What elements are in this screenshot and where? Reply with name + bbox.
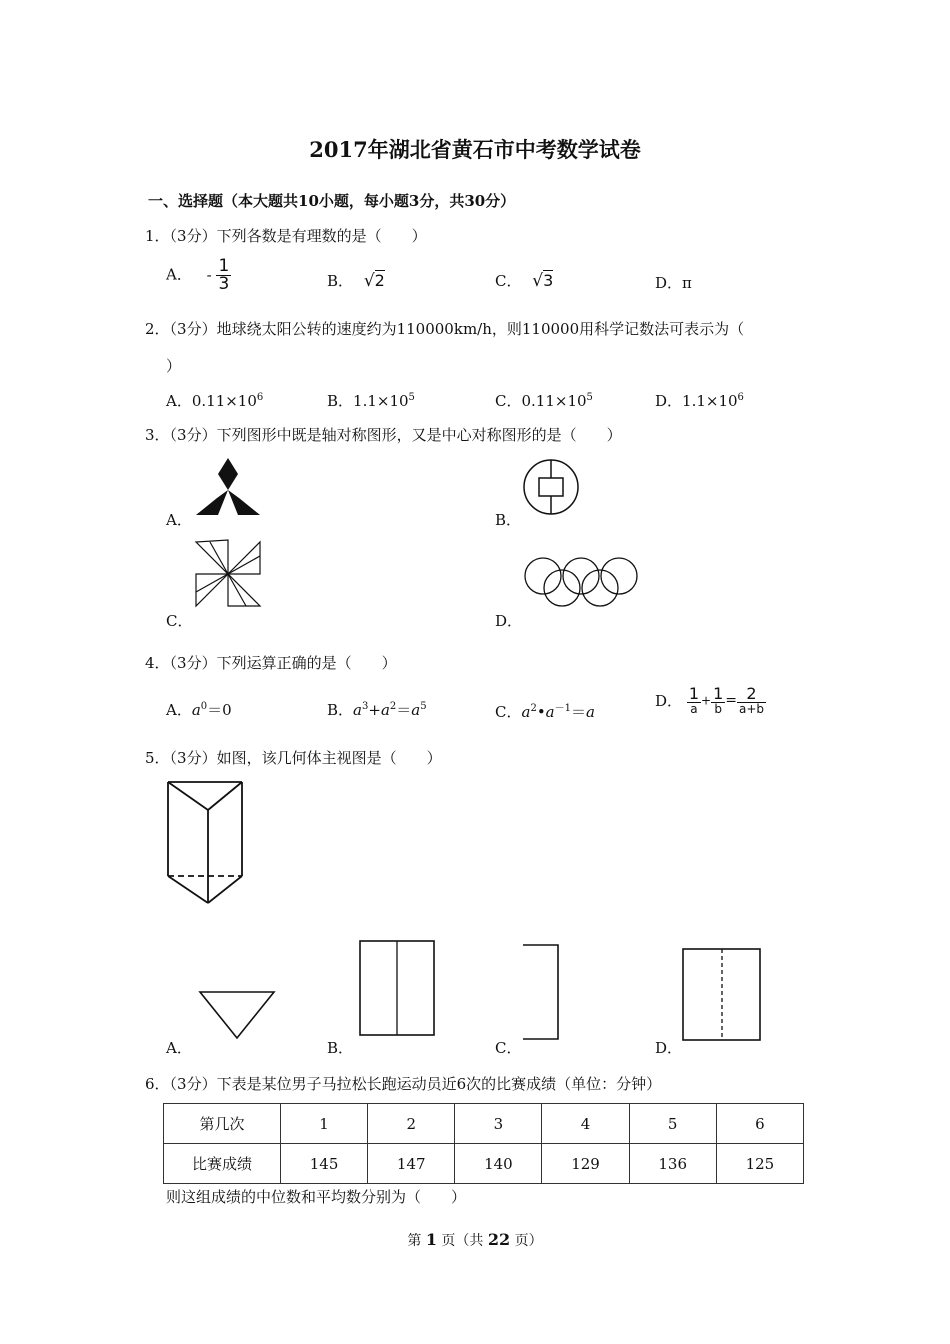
dot-sign: • <box>536 703 546 721</box>
variable-a: a <box>586 703 595 721</box>
table-cell: 136 <box>629 1144 716 1184</box>
exponent: 2 <box>389 701 397 712</box>
question-4-stem: 4．（3分）下列运算正确的是（ ） <box>145 654 397 672</box>
equation-rest: ＝0 <box>207 701 232 719</box>
table-row-header: 第几次 <box>164 1104 281 1144</box>
question-2-option-a <box>166 390 263 411</box>
table-cell: 140 <box>455 1144 542 1184</box>
fraction-numerator: 1 <box>713 684 724 703</box>
olympic-rings-figure <box>522 556 640 608</box>
fraction <box>216 258 231 293</box>
fraction-denominator: a+b <box>738 702 765 716</box>
variable-a: a <box>411 701 421 719</box>
radicand: 3 <box>543 271 554 290</box>
exponent: 2 <box>530 703 537 714</box>
table-row-header: 比赛成绩 <box>164 1144 281 1184</box>
page-footer <box>0 1230 950 1250</box>
question-4-option-b <box>327 699 427 720</box>
question-3-option-d-label: D． <box>495 612 523 630</box>
equals-sign: ＝ <box>396 701 412 719</box>
question-2-stem: 2．（3分）地球绕太阳公转的速度约为110000km/h，则110000用科学记数法可表示为（ <box>145 320 745 338</box>
option-text: D．1.1×10 <box>655 392 738 410</box>
exponent: 6 <box>737 392 744 403</box>
fraction-numerator: 1 <box>688 684 699 703</box>
sqrt-icon: √ <box>532 271 544 291</box>
current-page-number: 1 <box>425 1230 437 1249</box>
footer-middle: 页（共 <box>436 1233 488 1249</box>
question-4-option-c <box>495 699 595 722</box>
option-label: C． <box>495 272 522 290</box>
plus-sign: + <box>368 701 381 719</box>
exponent: 3 <box>361 701 369 712</box>
footer-suffix: 页） <box>510 1233 543 1249</box>
exponent: 0 <box>200 701 208 712</box>
exponent: 6 <box>256 392 264 403</box>
fraction-numerator: 2 <box>737 686 766 703</box>
question-1-option-a <box>166 258 231 293</box>
fraction-denominator: 3 <box>218 274 230 294</box>
footer-prefix: 第 <box>407 1233 426 1249</box>
question-1-option-b <box>327 270 385 291</box>
rectangle-solid-line-view-figure <box>359 940 435 1036</box>
variable-a: a <box>191 701 201 719</box>
table-cell: 129 <box>542 1144 629 1184</box>
question-5-option-c-label: C． <box>495 1039 522 1057</box>
table-cell: 1 <box>281 1104 368 1144</box>
table-cell: 147 <box>368 1144 455 1184</box>
table-cell: 145 <box>281 1144 368 1184</box>
minus-sign: - <box>206 265 212 284</box>
rectangle-dashed-line-view-figure <box>682 948 762 1042</box>
option-text: B．1.1×10 <box>327 392 409 410</box>
variable-a: a <box>353 701 362 719</box>
option-label: C． <box>495 703 522 721</box>
question-2-option-d <box>655 390 744 411</box>
table-cell: 2 <box>368 1104 455 1144</box>
equals-sign: ＝ <box>571 703 587 721</box>
triangular-prism-figure <box>166 780 246 906</box>
question-1-option-d: D．π <box>655 274 692 292</box>
triangle-view-figure <box>198 990 276 1040</box>
fraction <box>737 686 766 715</box>
option-text: C．0.11×10 <box>495 392 587 410</box>
fraction <box>687 686 701 715</box>
question-2-stem-end: ） <box>166 357 182 375</box>
table-cell: 6 <box>716 1104 803 1144</box>
question-3-option-b-label: B． <box>495 511 522 529</box>
radicand: 2 <box>374 271 385 290</box>
table-cell: 4 <box>542 1104 629 1144</box>
question-1-stem: 1．（3分）下列各数是有理数的是（ ） <box>145 227 427 245</box>
option-label: B． <box>327 272 354 290</box>
three-diamond-logo-figure <box>196 458 260 516</box>
option-label: B． <box>327 701 354 719</box>
exponent: 5 <box>420 701 427 712</box>
exponent: 5 <box>408 392 415 403</box>
variable-a: a <box>380 701 390 719</box>
question-6-followup: 则这组成绩的中位数和平均数分别为（ ） <box>166 1188 467 1206</box>
fraction <box>711 686 725 715</box>
question-2-option-b <box>327 390 415 411</box>
question-3-option-c-label: C． <box>166 612 193 630</box>
question-1-option-c <box>495 270 553 291</box>
variable-a: a <box>521 703 531 721</box>
question-3-option-a-label: A． <box>166 511 192 529</box>
option-text: A．0.11×10 <box>166 392 257 410</box>
question-3-stem: 3．（3分）下列图形中既是轴对称图形，又是中心对称图形的是（ ） <box>145 426 622 444</box>
table-cell: 3 <box>455 1104 542 1144</box>
exponent: －1 <box>554 703 571 714</box>
question-2-option-c <box>495 390 593 411</box>
question-5-option-b-label: B． <box>327 1039 354 1057</box>
question-6-stem: 6．（3分）下表是某位男子马拉松长跑运动员近6次的比赛成绩（单位：分钟） <box>145 1075 662 1093</box>
table-row <box>164 1144 804 1184</box>
question-4-option-a <box>166 699 232 720</box>
question-5-option-d-label: D． <box>655 1039 683 1057</box>
table-cell: 5 <box>629 1104 716 1144</box>
table-cell: 125 <box>716 1144 803 1184</box>
option-label: D． <box>655 692 683 710</box>
fraction-numerator: 1 <box>218 256 230 276</box>
sqrt-icon: √ <box>363 271 375 291</box>
option-label: A． <box>166 265 192 284</box>
page-title: 2017年湖北省黄石市中考数学试卷 <box>309 137 641 162</box>
exponent: 5 <box>586 392 593 403</box>
option-label: A． <box>166 701 192 719</box>
section-heading-choice: 一、选择题（本大题共10小题，每小题3分，共30分） <box>148 192 516 210</box>
fraction-denominator: a <box>690 702 698 716</box>
plus-sign: + <box>701 693 712 708</box>
bracket-view-figure <box>521 944 561 1040</box>
race-results-table <box>163 1103 804 1184</box>
question-4-option-d <box>655 686 766 715</box>
ancient-coin-figure <box>522 457 580 517</box>
equals-sign: = <box>725 692 737 709</box>
total-page-count: 22 <box>487 1230 511 1249</box>
variable-a: a <box>545 703 555 721</box>
pinwheel-figure <box>194 540 262 608</box>
fraction-denominator: b <box>714 702 722 716</box>
question-5-option-a-label: A． <box>166 1039 192 1057</box>
question-5-stem: 5．（3分）如图，该几何体主视图是（ ） <box>145 749 442 767</box>
table-row <box>164 1104 804 1144</box>
